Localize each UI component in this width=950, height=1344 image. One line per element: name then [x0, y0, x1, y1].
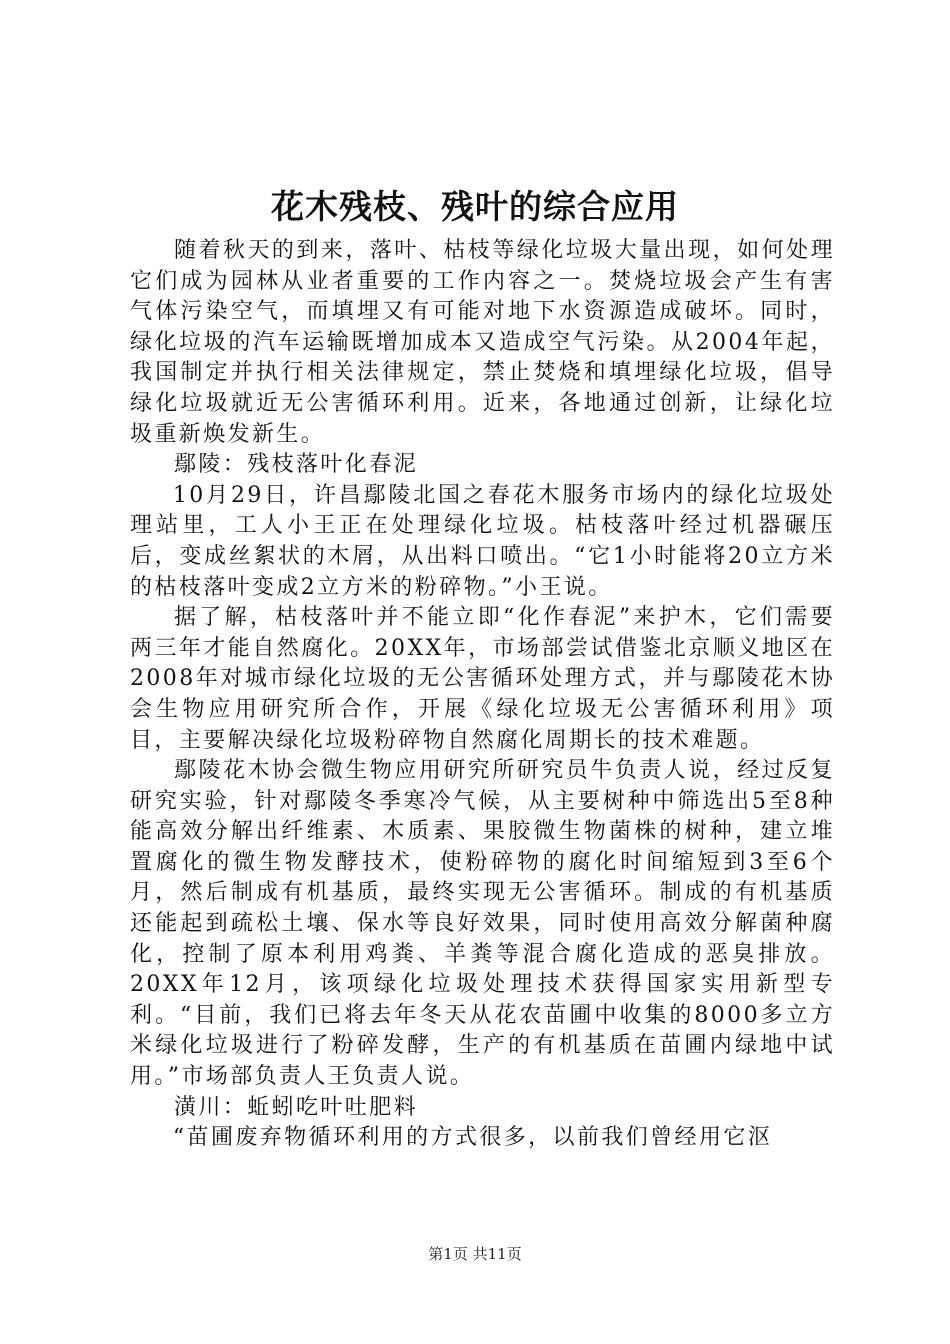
paragraph-yanling-1: 10月29日，许昌鄢陵北国之春花木服务市场内的绿化垃圾处理站里，工人小王正在处理绿化垃圾。枯枝落叶经过机器碾压后，变成丝絮状的木屑，从出料口喷出。“它1小时能将20立方米的枯枝落叶变成2立方米的粉碎物。”小王说。 — [130, 482, 835, 600]
document-title: 花木残枝、残叶的综合应用 — [271, 187, 679, 226]
section-heading-yanling: 鄢陵：残枝落叶化春泥 — [174, 452, 419, 478]
paragraph-intro: 随着秋天的到来，落叶、枯枝等绿化垃圾大量出现，如何处理它们成为园林从业者重要的工作内容之一。焚烧垃圾会产生有害气体污染空气，而填埋又有可能对地下水资源造成破坏。同时，绿化垃圾的汽车运输既增加成本又造成空气污染。从2004年起，我国制定并执行相关法律规定，禁止焚烧和填埋绿化垃圾，倡导绿化垃圾就近无公害循环利用。近来，各地通过创新，让绿化垃圾重新焕发新生。 — [130, 238, 835, 447]
paragraph-yanling-2: 据了解，枯枝落叶并不能立即“化作春泥”来护木，它们需要两三年才能自然腐化。20XX年，市场部尝试借鉴北京顺义地区在2008年对城市绿化垃圾的无公害循环处理方式，并与鄢陵花木协会生物应用研究所合作，开展《绿化垃圾无公害循环利用》项目，主要解决绿化垃圾粉碎物自然腐化周期长的技术难题。 — [130, 605, 835, 753]
paragraph-huangchuan-1: “苗圃废弃物循环利用的方式很多，以前我们曾经用它沤 — [172, 1125, 773, 1151]
section-heading-huangchuan: 潢川：蚯蚓吃叶吐肥料 — [174, 1094, 419, 1120]
document-body — [130, 236, 835, 1154]
paragraph-yanling-3: 鄢陵花木协会微生物应用研究所研究员牛负责人说，经过反复研究实验，针对鄢陵冬季寒冷气候，从主要树种中筛选出5至8种能高效分解出纤维素、木质素、果胶微生物菌株的树种，建立堆置腐化的微生物发酵技术，使粉碎物的腐化时间缩短到3至6个月，然后制成有机基质，最终实现无公害循环。制成的有机基质还能起到疏松土壤、保水等良好效果，同时使用高效分解菌种腐化，控制了原本利用鸡粪、羊粪等混合腐化造成的恶臭排放。20XX年12月，该项绿化垃圾处理技术获得国家实用新型专利。“目前，我们已将去年冬天从花农苗圃中收集的8000多立方米绿化垃圾进行了粉碎发酵，生产的有机基质在苗圃内绿地中试用。”市场部负责人王负责人说。 — [130, 758, 835, 1090]
page-number-footer: 第1页 共11页 — [428, 1245, 522, 1263]
